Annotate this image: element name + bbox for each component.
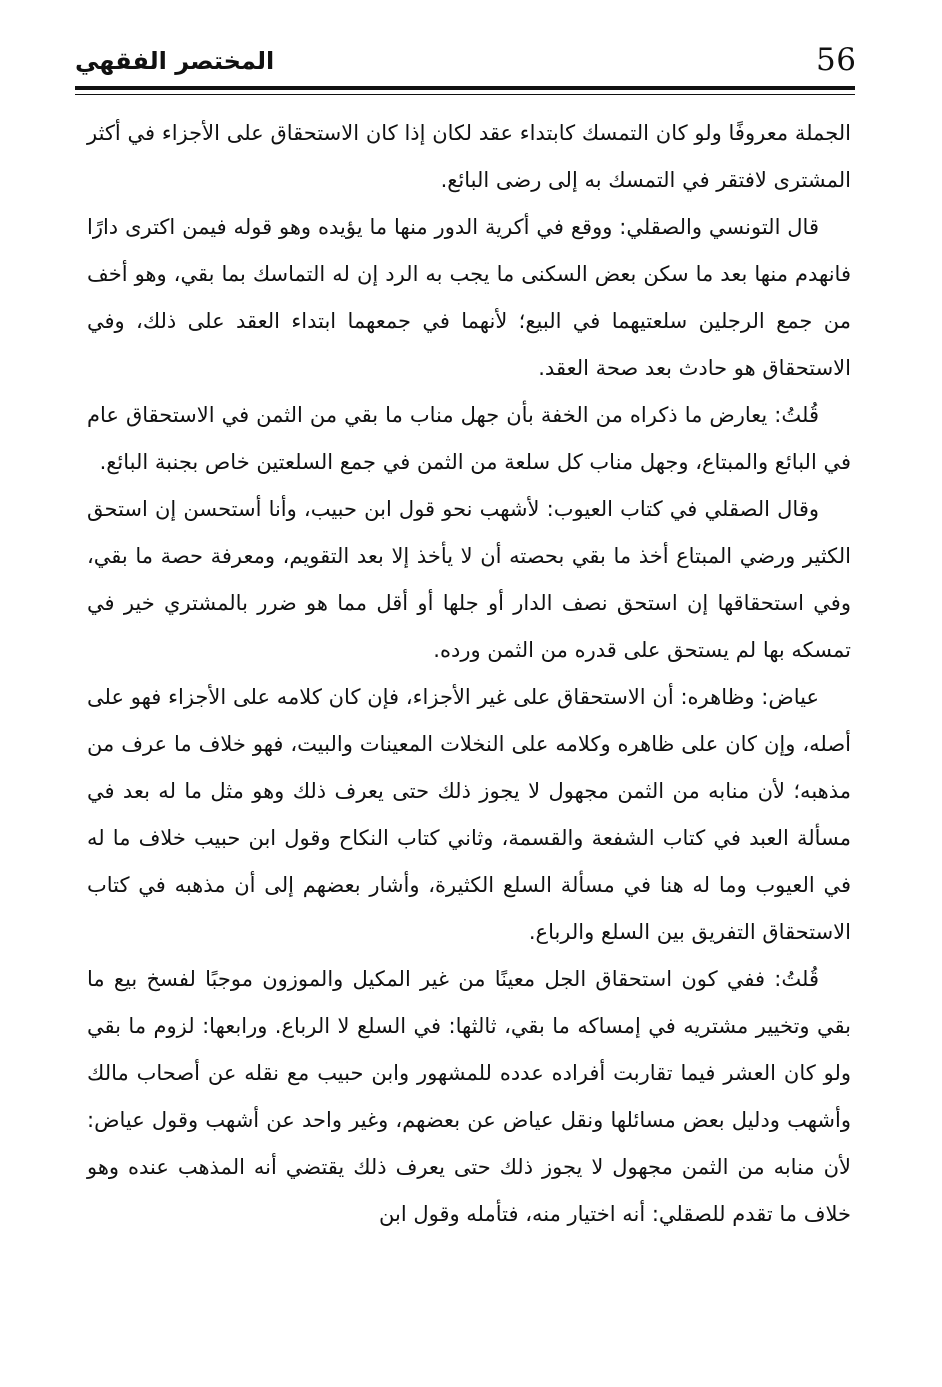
header-rule-thick bbox=[75, 86, 855, 90]
header-rule-thin bbox=[75, 94, 855, 95]
running-header bbox=[75, 28, 855, 88]
page-number: 56 bbox=[816, 42, 857, 78]
paragraph: قُلتُ: يعارض ما ذكراه من الخفة بأن جهل مناب ما بقي من الثمن في الاستحقاق عام في البائع والمبتاع، وجهل مناب كل سلعة من الثمن في جمع السلعتين خاص بجنبة البائع. bbox=[87, 403, 851, 474]
paragraph: قُلتُ: ففي كون استحقاق الجل معينًا من غير المكيل والموزون موجبًا لفسخ بيع ما بقي وتخيير مشتريه في إمساكه ما بقي، ثالثها: في السلع لا الرباع. ورابعها: لزوم ما بقي ولو كان العشر فيما تقاربت أفراده عدده للمشهور وابن حبيب مع نقله عن أصحاب مالك وأشهب ودليل بعض مسائلها ونقل عياض عن بعضهم، وغير واحد عن أشهب وقول عياض: لأن منابه من الثمن مجهول لا يجوز ذلك حتى يعرف ذلك يقتضي أنه المذهب عنده وهو خلاف ما تقدم للصقلي: أنه اختيار منه، فتأمله وقول ابن bbox=[87, 967, 851, 1226]
paragraph: قال التونسي والصقلي: ووقع في أكرية الدور منها ما يؤيده وهو قوله فيمن اكترى دارًا فانهدم منها بعد ما سكن بعض السكنى ما يجب به الرد إن له التماسك بما بقي، وهو أخف من جمع الرجلين سلعتيهما في البيع؛ لأنهما في جمعهما ابتداء العقد على ذلك، وفي الاستحقاق هو حادث بعد صحة العقد. bbox=[87, 215, 851, 380]
paragraph: الجملة معروفًا ولو كان التمسك كابتداء عقد لكان إذا كان الاستحقاق على الأجزاء في أكثر المشترى لافتقر في التمسك به إلى رضى البائع. bbox=[87, 121, 851, 192]
paragraph: وقال الصقلي في كتاب العيوب: لأشهب نحو قول ابن حبيب، وأنا أستحسن إن استحق الكثير ورضي المبتاع أخذ ما بقي بحصته أن لا يأخذ إلا بعد التقويم، ومعرفة حصة ما بقي، وفي استحقاقها إن استحق نصف الدار أو جلها أو أقل مما هو ضرر بالمشتري خير في تمسكه بها لم يستحق على قدره من الثمن ورده. bbox=[87, 497, 851, 662]
book-title: المختصر الفقهي bbox=[75, 47, 275, 75]
paragraph: عياض: وظاهره: أن الاستحقاق على غير الأجزاء، فإن كان كلامه على الأجزاء فهو على أصله، وإن كان على ظاهره وكلامه على النخلات المعينات والبيت، فهو خلاف ما عرف من مذهبه؛ لأن منابه من الثمن مجهول لا يجوز ذلك حتى يعرف ذلك وهو مثل ما له بعد في مسألة العبد في كتاب الشفعة والقسمة، وثاني كتاب النكاح وقول ابن حبيب خلاف ما له في العيوب وما له هنا في مسألة السلع الكثيرة، وأشار بعضهم إلى أن مذهبه في كتاب الاستحقاق التفريق بين السلع والرباع. bbox=[87, 685, 851, 944]
body-text bbox=[87, 110, 851, 1238]
